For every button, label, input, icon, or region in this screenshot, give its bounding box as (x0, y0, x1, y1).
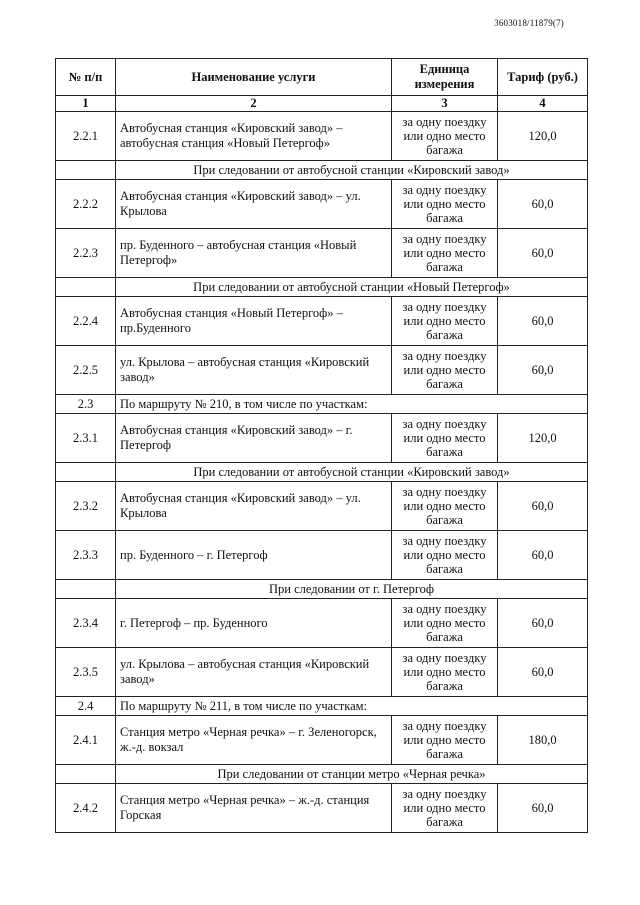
table-row (56, 482, 588, 531)
section-heading: При следовании от автобусной станции «Кировский завод» (116, 463, 588, 482)
section-heading: При следовании от автобусной станции «Новый Петергоф» (116, 278, 588, 297)
tariff-value: 60,0 (498, 297, 588, 346)
table-row (56, 599, 588, 648)
service-name: Станция метро «Черная речка» – ж.-д. станция Горская (116, 784, 392, 833)
tariff-value: 120,0 (498, 414, 588, 463)
item-number: 2.3.1 (56, 414, 116, 463)
table-body (56, 112, 588, 833)
item-number: 2.2.1 (56, 112, 116, 161)
route-row (56, 697, 588, 716)
empty-cell (56, 765, 116, 784)
section-heading: При следовании от автобусной станции «Кировский завод» (116, 161, 588, 180)
route-heading: По маршруту № 210, в том числе по участкам: (116, 395, 588, 414)
document-number: 3603018/11879(7) (494, 18, 564, 28)
section-heading-row (56, 278, 588, 297)
section-heading: При следовании от станции метро «Черная речка» (116, 765, 588, 784)
tariff-value: 60,0 (498, 229, 588, 278)
header-tariff: Тариф (руб.) (498, 59, 588, 96)
service-name: Автобусная станция «Кировский завод» – г. Петергоф (116, 414, 392, 463)
service-name: Автобусная станция «Кировский завод» – автобусная станция «Новый Петергоф» (116, 112, 392, 161)
tariff-value: 120,0 (498, 112, 588, 161)
item-number: 2.4.2 (56, 784, 116, 833)
tariff-value: 60,0 (498, 482, 588, 531)
unit-of-measure: за одну поездку или одно место багажа (392, 112, 498, 161)
service-name: Автобусная станция «Кировский завод» – ул. Крылова (116, 482, 392, 531)
column-number: 2 (116, 96, 392, 112)
section-heading-row (56, 463, 588, 482)
unit-of-measure: за одну поездку или одно место багажа (392, 716, 498, 765)
table-row (56, 297, 588, 346)
item-number: 2.2.3 (56, 229, 116, 278)
item-number: 2.4.1 (56, 716, 116, 765)
unit-of-measure: за одну поездку или одно место багажа (392, 180, 498, 229)
unit-of-measure: за одну поездку или одно место багажа (392, 414, 498, 463)
empty-cell (56, 161, 116, 180)
item-number: 2.2.5 (56, 346, 116, 395)
tariff-value: 60,0 (498, 599, 588, 648)
service-name: Автобусная станция «Новый Петергоф» – пр.Буденного (116, 297, 392, 346)
unit-of-measure: за одну поездку или одно место багажа (392, 784, 498, 833)
unit-of-measure: за одну поездку или одно место багажа (392, 648, 498, 697)
section-heading-row (56, 161, 588, 180)
table-row (56, 180, 588, 229)
service-name: Автобусная станция «Кировский завод» – ул. Крылова (116, 180, 392, 229)
table-row (56, 112, 588, 161)
header-name: Наименование услуги (116, 59, 392, 96)
table-row (56, 784, 588, 833)
route-row (56, 395, 588, 414)
item-number: 2.3.2 (56, 482, 116, 531)
table-row (56, 414, 588, 463)
item-number: 2.2.4 (56, 297, 116, 346)
service-name: пр. Буденного – г. Петергоф (116, 531, 392, 580)
column-number: 3 (392, 96, 498, 112)
table-row (56, 346, 588, 395)
unit-of-measure: за одну поездку или одно место багажа (392, 599, 498, 648)
item-number: 2.3.3 (56, 531, 116, 580)
service-name: г. Петергоф – пр. Буденного (116, 599, 392, 648)
header-unit: Единица измерения (392, 59, 498, 96)
tariff-table (55, 58, 588, 833)
empty-cell (56, 580, 116, 599)
column-number: 1 (56, 96, 116, 112)
tariff-value: 60,0 (498, 784, 588, 833)
item-number: 2.3.5 (56, 648, 116, 697)
item-number: 2.2.2 (56, 180, 116, 229)
tariff-value: 60,0 (498, 531, 588, 580)
unit-of-measure: за одну поездку или одно место багажа (392, 297, 498, 346)
table-row (56, 648, 588, 697)
route-heading: По маршруту № 211, в том числе по участкам: (116, 697, 588, 716)
empty-cell (56, 278, 116, 297)
tariff-value: 60,0 (498, 346, 588, 395)
route-number: 2.3 (56, 395, 116, 414)
tariff-value: 60,0 (498, 180, 588, 229)
service-name: пр. Буденного – автобусная станция «Новый Петергоф» (116, 229, 392, 278)
header-row (56, 59, 588, 96)
column-number-row (56, 96, 588, 112)
service-name: Станция метро «Черная речка» – г. Зеленогорск, ж.-д. вокзал (116, 716, 392, 765)
unit-of-measure: за одну поездку или одно место багажа (392, 482, 498, 531)
unit-of-measure: за одну поездку или одно место багажа (392, 229, 498, 278)
table-row (56, 716, 588, 765)
unit-of-measure: за одну поездку или одно место багажа (392, 346, 498, 395)
table-row (56, 531, 588, 580)
empty-cell (56, 463, 116, 482)
route-number: 2.4 (56, 697, 116, 716)
section-heading-row (56, 580, 588, 599)
section-heading-row (56, 765, 588, 784)
tariff-value: 180,0 (498, 716, 588, 765)
header-num: № п/п (56, 59, 116, 96)
tariff-value: 60,0 (498, 648, 588, 697)
service-name: ул. Крылова – автобусная станция «Кировский завод» (116, 346, 392, 395)
table-row (56, 229, 588, 278)
item-number: 2.3.4 (56, 599, 116, 648)
column-number: 4 (498, 96, 588, 112)
service-name: ул. Крылова – автобусная станция «Кировский завод» (116, 648, 392, 697)
unit-of-measure: за одну поездку или одно место багажа (392, 531, 498, 580)
section-heading: При следовании от г. Петергоф (116, 580, 588, 599)
